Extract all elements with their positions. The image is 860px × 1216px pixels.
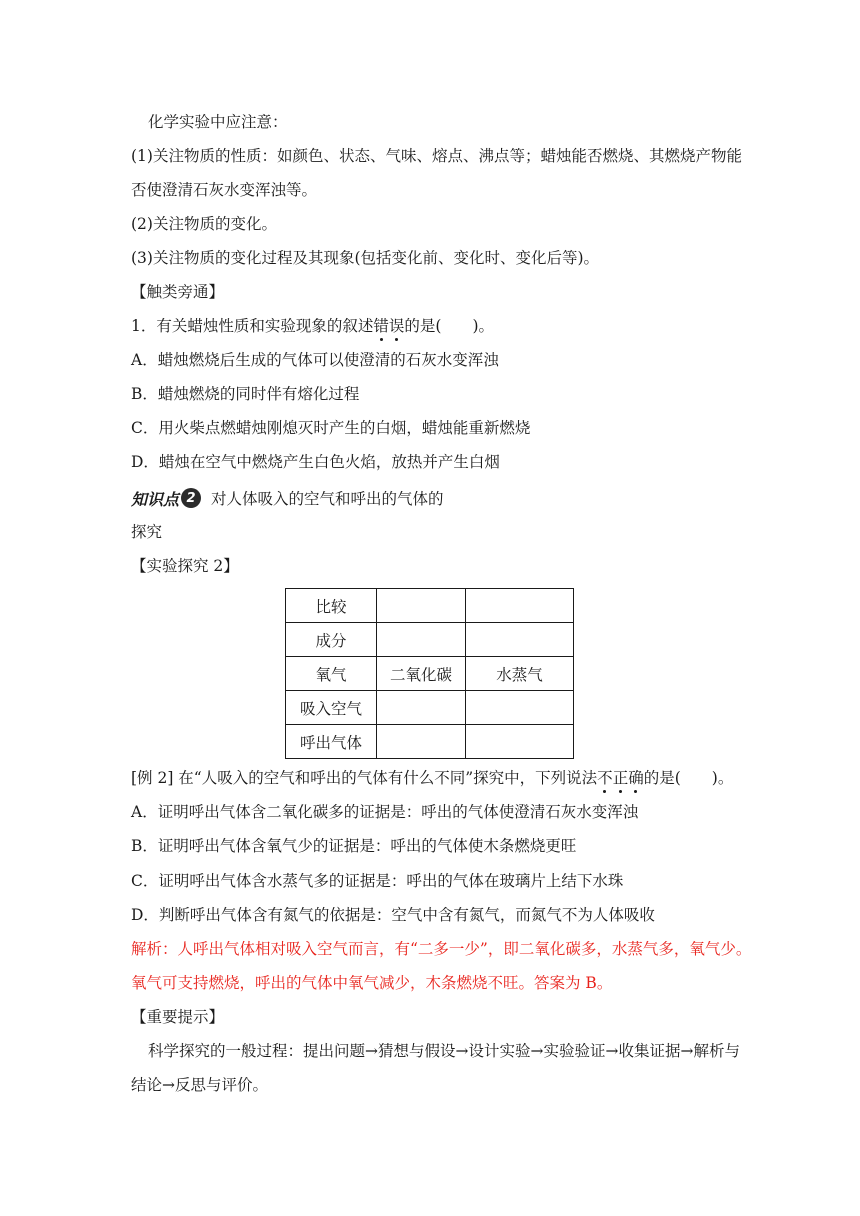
tip-line-2: 结论→反思与评价。 xyxy=(131,1076,268,1094)
note-2: (2)关注物质的变化。 xyxy=(131,215,277,233)
emphasis-char: 错 xyxy=(373,317,389,335)
note-3: (3)关注物质的变化过程及其现象(包括变化前、变化时、变化后等)。 xyxy=(131,249,600,267)
table-row xyxy=(286,657,574,691)
table-cell: 比较 xyxy=(286,589,377,623)
knowledge-point-number-badge: 2 xyxy=(181,488,201,508)
example-question-text: [例 2] 在“人吸入的空气和呼出的气体有什么不同”探究中，下列说法 xyxy=(131,769,598,787)
table-cell xyxy=(466,623,574,657)
knowledge-point-title: 对人体吸入的空气和呼出的气体的 xyxy=(211,490,444,508)
table-row xyxy=(286,589,574,623)
table-cell xyxy=(377,725,466,759)
practice-option-c: C．用火柴点燃蜡烛刚熄灭时产生的白烟，蜡烛能重新燃烧 xyxy=(131,419,531,437)
practice-question-end: 的是( )。 xyxy=(404,317,495,335)
notes-heading: 化学实验中应注意： xyxy=(148,113,288,131)
comparison-table xyxy=(285,588,574,759)
table-cell: 二氧化碳 xyxy=(377,657,466,691)
example-option-c: C．证明呼出气体含水蒸气多的证据是：呼出的气体在玻璃片上结下水珠 xyxy=(131,872,624,890)
practice-option-a: A．蜡烛燃烧后生成的气体可以使澄清的石灰水变浑浊 xyxy=(131,351,499,369)
knowledge-point-label: 知识点 xyxy=(131,489,180,509)
example-option-d: D．判断呼出气体含有氮气的依据是：空气中含有氮气，而氮气不为人体吸收 xyxy=(131,906,655,924)
practice-option-b: B．蜡烛燃烧的同时伴有熔化过程 xyxy=(131,385,360,403)
tip-line-1: 科学探究的一般过程：提出问题→猜想与假设→设计实验→实验验证→收集证据→解析与 xyxy=(148,1042,740,1060)
note-1-line-1: (1)关注物质的性质：如颜色、状态、气味、熔点、沸点等；蜡烛能否燃烧、其燃烧产物能 xyxy=(131,147,742,165)
table-cell xyxy=(466,725,574,759)
table-row xyxy=(286,725,574,759)
example-question-end: 的是( )。 xyxy=(643,769,734,787)
practice-question xyxy=(131,316,494,336)
example-option-a: A．证明呼出气体含二氧化碳多的证据是：呼出的气体使澄清石灰水变浑浊 xyxy=(131,803,639,821)
table-cell: 呼出气体 xyxy=(286,725,377,759)
table-cell xyxy=(466,589,574,623)
emphasis-char: 确 xyxy=(628,769,644,787)
table-cell xyxy=(377,589,466,623)
table-cell xyxy=(466,691,574,725)
table-row xyxy=(286,691,574,725)
emphasis-char: 误 xyxy=(388,317,405,335)
table-cell: 成分 xyxy=(286,623,377,657)
knowledge-point-header xyxy=(131,486,444,510)
table-cell xyxy=(377,691,466,725)
note-1-line-2: 否使澄清石灰水变浑浊等。 xyxy=(131,181,318,199)
knowledge-point-title-cont: 探究 xyxy=(131,523,163,541)
practice-heading: 【触类旁通】 xyxy=(131,283,225,301)
practice-option-d: D．蜡烛在空气中燃烧产生白色火焰，放热并产生白烟 xyxy=(131,453,500,471)
table-cell xyxy=(377,623,466,657)
table-row xyxy=(286,623,574,657)
example-option-b: B．证明呼出气体含氧气少的证据是：呼出的气体使木条燃烧更旺 xyxy=(131,837,577,855)
table-cell: 吸入空气 xyxy=(286,691,377,725)
table-cell: 水蒸气 xyxy=(466,657,574,691)
practice-question-text: 1．有关蜡烛性质和实验现象的叙述 xyxy=(131,317,374,335)
analysis-line-1: 解析：人呼出气体相对吸入空气而言，有“二多一少”，即二氧化碳多，水蒸气多，氧气少。 xyxy=(131,940,752,958)
emphasis-char: 正 xyxy=(612,769,629,787)
experiment-heading: 【实验探究 2】 xyxy=(131,557,239,575)
tip-heading: 【重要提示】 xyxy=(131,1008,225,1026)
analysis-line-2: 氧气可支持燃烧，呼出的气体中氧气减少，木条燃烧不旺。答案为 B。 xyxy=(131,974,613,992)
example-question xyxy=(131,768,733,788)
table-cell: 氧气 xyxy=(286,657,377,691)
emphasis-char: 不 xyxy=(597,769,613,787)
